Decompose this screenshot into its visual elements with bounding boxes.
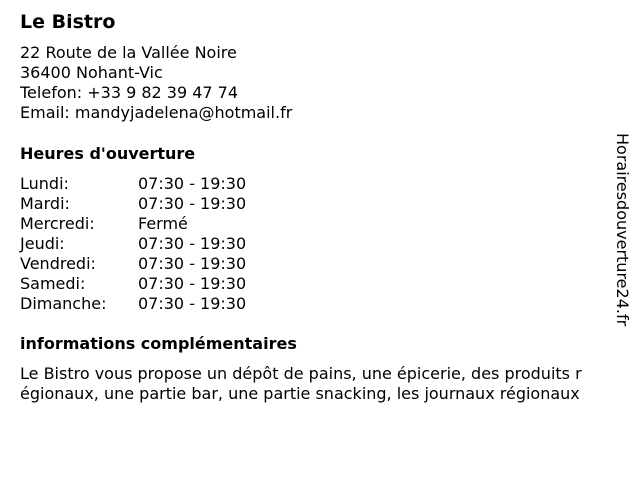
day-label: Mercredi:	[20, 214, 95, 233]
description-line: Le Bistro vous propose un dépôt de pains, une épicerie, des produits r	[20, 364, 582, 383]
city-postcode: 36400 Nohant-Vic	[20, 63, 163, 82]
day-label: Lundi:	[20, 174, 69, 193]
day-label: Vendredi:	[20, 254, 96, 273]
day-label: Samedi:	[20, 274, 86, 293]
street-address: 22 Route de la Vallée Noire	[20, 43, 237, 62]
address-block	[20, 43, 292, 123]
business-name: Le Bistro	[20, 11, 116, 33]
day-label: Mardi:	[20, 194, 70, 213]
time-value: 07:30 - 19:30	[138, 274, 247, 293]
hours-row-monday	[20, 174, 246, 194]
hours-row-wednesday	[20, 214, 246, 234]
hours-row-tuesday	[20, 194, 246, 214]
time-value: 07:30 - 19:30	[138, 174, 247, 193]
description-line: égionaux, une partie bar, une partie snacking, les journaux régionaux	[20, 384, 580, 403]
time-value: Fermé	[138, 214, 188, 233]
day-label: Dimanche:	[20, 294, 107, 313]
description-text	[20, 364, 628, 404]
hours-row-sunday	[20, 294, 246, 314]
hours-row-friday	[20, 254, 246, 274]
day-label: Jeudi:	[20, 234, 65, 253]
phone-number: Telefon: +33 9 82 39 47 74	[20, 83, 239, 102]
time-value: 07:30 - 19:30	[138, 234, 247, 253]
hours-row-saturday	[20, 274, 246, 294]
opening-hours-heading: Heures d'ouverture	[20, 144, 196, 163]
time-value: 07:30 - 19:30	[138, 254, 247, 273]
additional-info-heading: informations complémentaires	[20, 334, 297, 353]
email-address: Email: mandyjadelena@hotmail.fr	[20, 103, 293, 122]
time-value: 07:30 - 19:30	[138, 294, 247, 313]
site-watermark: Horairesdouverture24.fr	[613, 133, 632, 327]
opening-hours-table	[20, 174, 246, 314]
time-value: 07:30 - 19:30	[138, 194, 247, 213]
hours-row-thursday	[20, 234, 246, 254]
